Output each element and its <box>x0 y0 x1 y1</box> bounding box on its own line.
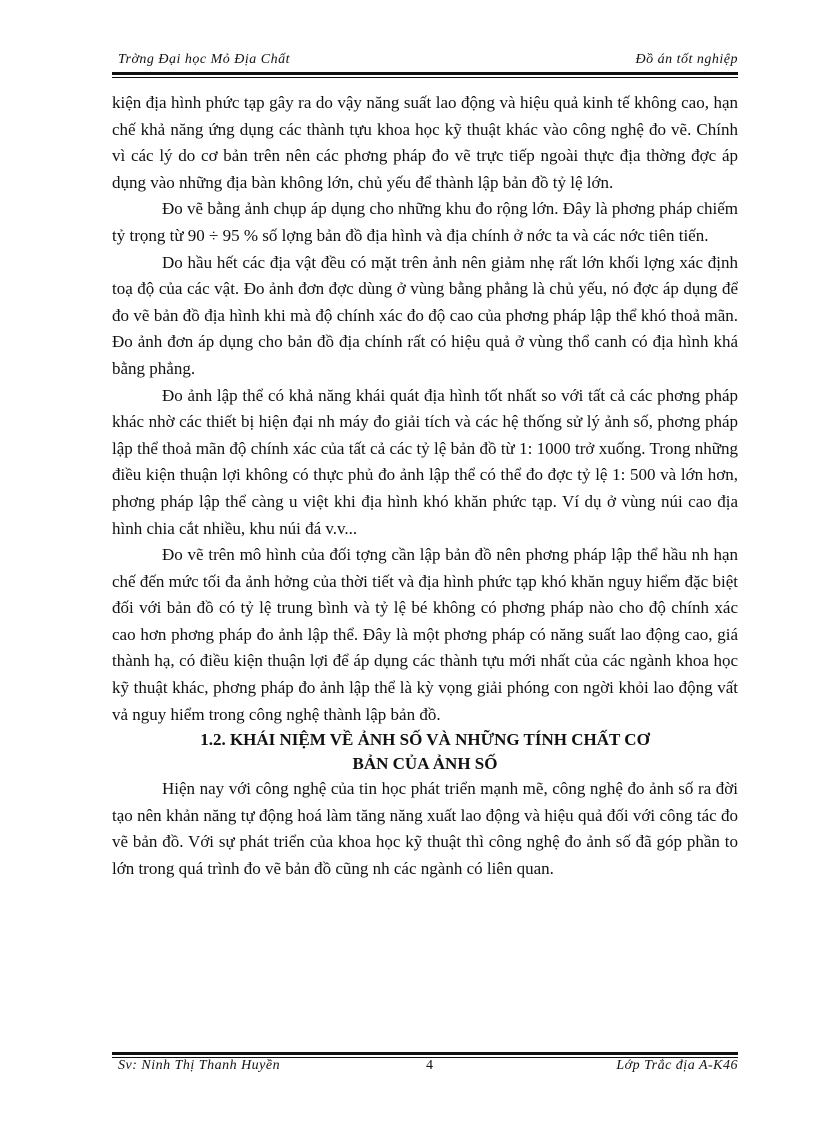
page-footer <box>112 1058 738 1078</box>
header-rule-thick <box>112 72 738 75</box>
page-header <box>112 52 738 72</box>
paragraph-model: Đo vẽ trên mô hình của đối tợng cần lập bản đồ nên phơng pháp lập thể hầu nh hạn chế đến mức tối đa ảnh hởng của thời tiết và địa hình phức tạp khó khăn nguy hiểm đặc biệt đối với bản đồ có tỷ lệ trung bình và tỷ lệ bé không có phơng pháp nào cho độ chính xác cao hơn phơng pháp đo ảnh lập thể. Đây là một phơng pháp có năng suất lao động cao, giá thành hạ, có điều kiện thuận lợi để áp dụng các thành tựu mới nhất của các ngành khoa học kỹ thuật khác, phơng pháp đo ảnh lập thể là kỳ vọng giải phóng con ngời khỏi lao động vất vả nguy hiểm trong công nghệ thành lập bản đồ. <box>112 545 738 724</box>
footer-rule-thick <box>112 1052 738 1055</box>
footer-class-name: Lớp Trắc địa A-K46 <box>616 1058 738 1073</box>
header-rule-thin <box>112 77 738 78</box>
paragraph-digital-photo: Hiện nay với công nghệ của tin học phát triển mạnh mẽ, công nghệ đo ảnh số ra đời tạo nên khản năng tự động hoá làm tăng năng xuất lao động và hiệu quả đối với công tác đo vẽ bản đồ. Với sự phát triển của khoa học kỹ thuật thì công nghệ đo ảnh số đã góp phần to lớn trong quá trình đo vẽ bản đồ cũng nh các ngành có liên quan. <box>112 779 738 879</box>
footer-page-number: 4 <box>426 1058 434 1073</box>
page-body <box>112 90 738 883</box>
paragraph-single-image: Do hầu hết các địa vật đều có mặt trên ảnh nên giảm nhẹ rất lớn khối lợng xác định toạ độ của các vật. Đo ảnh đơn đợc dùng ở vùng bằng phẳng là chủ yếu, nó đợc áp dụng để đo vẽ bản đồ địa hình khi mà độ chính xác đo độ cao của phơng pháp lập thể khó thoả mãn. Đo ảnh đơn áp dụng cho bản đồ địa chính rất có hiệu quả ở vùng thổ canh có địa hình khá bằng phẳng. <box>112 252 738 378</box>
header-document-type: Đồ án tốt nghiệp <box>635 52 738 67</box>
section-heading <box>112 728 738 776</box>
paragraph-stereo: Đo ảnh lập thể có khả năng khái quát địa hình tốt nhất so với tất cả các phơng pháp khác nhờ các thiết bị hiện đại nh máy đo giải tích và các hệ thống sử lý ảnh số, phơng pháp lập thể thoả mãn độ chính xác của tất cả các tỷ lệ bản đồ từ 1: 1000 trở xuống. Trong những điều kiện thuận lợi không có thực phủ đo ảnh lập thể có thể đo đợc tỷ lệ 1: 500 và lớn hơn, phơng pháp lập thể càng u việt khi địa hình khó khăn phức tạp. Ví dụ ở vùng núi cao địa hình chia cắt nhiều, khu núi đá v.v... <box>112 385 738 538</box>
paragraph-continuation: kiện địa hình phức tạp gây ra do vậy năng suất lao động và hiệu quả kinh tế không cao, hạn chế khả năng ứng dụng các thành tựu khoa học kỹ thuật khác vào công nghệ đo vẽ. Chính vì các lý do cơ bản trên nên các phơng pháp đo vẽ trực tiếp ngoài thực địa thờng đợc áp dụng vào những địa bàn không lớn, chủ yếu để thành lập bản đồ tỷ lệ lớn. <box>112 93 738 192</box>
section-heading-line1: 1.2. KHÁI NIỆM VỀ ẢNH SỐ VÀ NHỮNG TÍNH CHẤT CƠ <box>200 730 650 750</box>
section-heading-line2: BẢN CỦA ẢNH SỐ <box>352 754 498 774</box>
header-school-name: Trờng Đại học Mỏ Địa Chất <box>118 52 291 67</box>
paragraph-photo-survey: Đo vẽ bằng ảnh chụp áp dụng cho những khu đo rộng lớn. Đây là phơng pháp chiếm tỷ trọng từ 90 ÷ 95 % số lợng bản đồ địa hình và địa chính ở nớc ta và các nớc tiên tiến. <box>112 199 738 245</box>
footer-student-name: Sv: Ninh Thị Thanh Huyền <box>118 1058 281 1073</box>
